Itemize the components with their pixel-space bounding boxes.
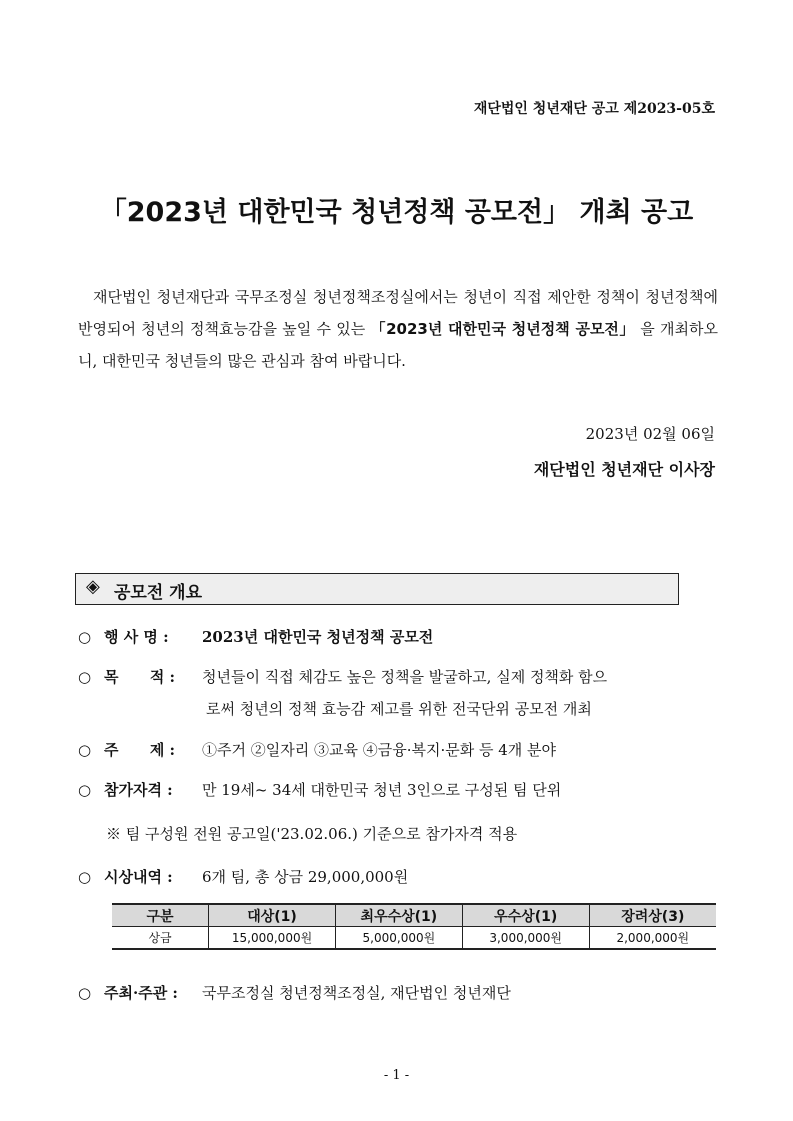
table-header-cell: 최우수상(1): [335, 904, 462, 927]
intro-paragraph: [78, 281, 718, 377]
table-header-cell: 구분: [112, 904, 209, 927]
item-organizer: [78, 977, 718, 1009]
table-row: [112, 927, 716, 950]
page-number: - 1 -: [383, 1068, 410, 1083]
circle-bullet-icon: ○: [78, 668, 92, 686]
item-event-name: [78, 621, 718, 653]
prize-table-header-row: [112, 904, 716, 927]
table-cell: 5,000,000원: [335, 927, 462, 950]
item-value: 6개 팀, 총 상금 29,000,000원: [202, 868, 409, 886]
page-title: 「2023년 대한민국 청년정책 공모전」 개최 공고: [99, 197, 694, 228]
item-key: 참가자격 :: [104, 781, 173, 799]
item-eligibility: [78, 774, 718, 806]
item-value-line2: 로써 청년의 정책 효능감 제고를 위한 전국단위 공모전 개최: [206, 700, 592, 718]
table-header-cell: 장려상(3): [589, 904, 716, 927]
item-key: 주최·주관 :: [104, 984, 178, 1002]
circle-bullet-icon: ○: [78, 628, 92, 646]
item-value: 만 19세~ 34세 대한민국 청년 3인으로 구성된 팀 단위: [202, 781, 562, 799]
intro-highlight: 「2023년 대한민국 청년정책 공모전」: [370, 320, 635, 338]
prize-table: [112, 903, 716, 950]
eligibility-note: ※ 팀 구성원 전원 공고일('23.02.06.) 기준으로 참가자격 적용: [106, 825, 518, 843]
intro-text-after: 을 개최하오니, 대한민국 청년들의 많은 관심과 참여 바랍니다.: [78, 320, 718, 370]
table-header-cell: 대상(1): [209, 904, 336, 927]
item-awards: [78, 861, 718, 893]
item-value: ①주거 ②일자리 ③교육 ④금융·복지·문화 등 4개 분야: [202, 741, 557, 759]
item-value: 2023년 대한민국 청년정책 공모전: [202, 628, 434, 646]
table-cell: 15,000,000원: [209, 927, 336, 950]
table-cell: 3,000,000원: [462, 927, 589, 950]
section-title: 공모전 개요: [114, 583, 203, 603]
notice-date: 2023년 02월 06일: [585, 425, 715, 443]
item-purpose: [78, 661, 718, 725]
section-header: [75, 573, 679, 605]
item-key: 주 제 :: [104, 741, 176, 759]
issuer: 재단법인 청년재단 이사장: [533, 460, 715, 479]
circle-bullet-icon: ○: [78, 868, 92, 886]
circle-bullet-icon: ○: [78, 781, 92, 799]
item-key: 목 적 :: [104, 668, 176, 686]
notice-number: 재단법인 청년재단 공고 제2023-05호: [473, 101, 715, 117]
circle-bullet-icon: ○: [78, 741, 92, 759]
table-header-cell: 우수상(1): [462, 904, 589, 927]
diamond-icon: ◈: [86, 576, 100, 597]
table-cell: 2,000,000원: [589, 927, 716, 950]
item-value-line1: 청년들이 직접 체감도 높은 정책을 발굴하고, 실제 정책화 함으: [202, 668, 608, 686]
circle-bullet-icon: ○: [78, 984, 92, 1002]
item-theme: [78, 734, 718, 766]
item-key: 행 사 명 :: [104, 628, 169, 646]
item-key: 시상내역 :: [104, 868, 173, 886]
item-value: 국무조정실 청년정책조정실, 재단법인 청년재단: [202, 984, 511, 1002]
intro-text-before: 재단법인 청년재단과 국무조정실 청년정책조정실에서는 청년이 직접 제안한 정책이 청년정책에 반영되어 청년의 정책효능감을 높일 수 있는: [78, 288, 718, 338]
table-cell: 상금: [112, 927, 209, 950]
